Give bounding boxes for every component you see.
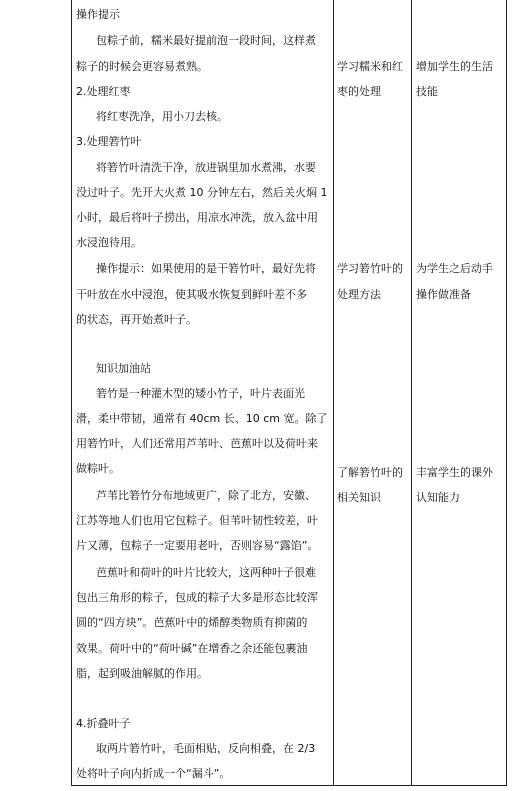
- tip2-line: 的状态，再开始煮叶子。: [76, 313, 197, 326]
- step2-line: 将红枣洗净，用小刀去核。: [96, 110, 228, 123]
- knowledge-line: 包出三角形的粽子，包成的粽子大多是形态比较浑: [76, 591, 318, 604]
- step3-line: 没过叶子。先开大火煮 10 分钟左右，然后关火焖 1: [76, 186, 328, 199]
- purpose-text: 为学生之后动手: [416, 262, 493, 275]
- objective-text: 处理方法: [337, 288, 381, 301]
- purpose-text: 认知能力: [416, 491, 460, 504]
- step3-line: 水浸泡待用。: [76, 236, 142, 249]
- knowledge-line: 芦苇比箬竹分布地域更广，除了北方，安徽、: [96, 489, 316, 502]
- tip-line: 包粽子前，糯米最好提前泡一段时间，这样煮: [96, 34, 316, 47]
- purpose-text: 技能: [416, 85, 438, 98]
- step4-line: 取两片箬竹叶，毛面相贴，反向相叠，在 2/3: [96, 742, 316, 755]
- tip-heading: 操作提示: [76, 8, 120, 21]
- knowledge-line: 箬竹是一种灌木型的矮小竹子，叶片表面光: [96, 387, 305, 400]
- tip2-line: 干叶放在水中浸泡，使其吸水恢复到鲜叶差不多: [76, 288, 307, 301]
- purpose-text: 增加学生的生活: [416, 60, 493, 73]
- step3-line: 将箬竹叶清洗干净，放进锅里加水煮沸，水要: [96, 161, 316, 174]
- objective-text: 了解箬竹叶的: [337, 466, 403, 479]
- purpose-text: 丰富学生的课外: [416, 466, 493, 479]
- objective-text: 学习糯米和红: [337, 60, 403, 73]
- knowledge-line: 江苏等地人们也用它包粽子。但苇叶韧性较差，叶: [76, 514, 318, 527]
- step3-title: 3.处理箬竹叶: [76, 135, 142, 148]
- step4-title: 4.折叠叶子: [76, 717, 131, 730]
- knowledge-line: 做粽叶。: [76, 462, 120, 475]
- knowledge-heading: 知识加油站: [96, 362, 151, 375]
- step4-line: 处将叶子向内折成一个“漏斗”。: [76, 767, 231, 780]
- objective-text: 学习箬竹叶的: [337, 262, 403, 275]
- knowledge-line: 芭蕉叶和荷叶的叶片比较大，这两种叶子很难: [96, 566, 316, 579]
- column-divider-1: [333, 0, 334, 785]
- knowledge-line: 用箬竹叶，人们还常用芦苇叶、芭蕉叶以及荷叶来: [76, 437, 318, 450]
- tip2-line: 操作提示：如果使用的是干箬竹叶，最好先将: [96, 262, 316, 275]
- knowledge-line: 片又薄，包粽子一定要用老叶，否则容易“露馅”。: [76, 539, 319, 552]
- step3-line: 小时，最后将叶子捞出，用凉水冲洗，放入盆中用: [76, 211, 318, 224]
- knowledge-line: 效果。荷叶中的“荷叶碱”在增香之余还能包裹油: [76, 642, 308, 655]
- tip-line: 粽子的时候会更容易煮熟。: [76, 60, 208, 73]
- column-divider-2: [411, 0, 412, 785]
- knowledge-line: 脂，起到吸油解腻的作用。: [76, 667, 208, 680]
- purpose-text: 操作做准备: [416, 288, 471, 301]
- step2-title: 2.处理红枣: [76, 85, 131, 98]
- objective-text: 枣的处理: [337, 85, 381, 98]
- knowledge-line: 滑，柔中带韧，通常有 40cm 长、10 cm 宽。除了: [76, 412, 328, 425]
- objective-text: 相关知识: [337, 491, 381, 504]
- knowledge-line: 圆的“四方块”。芭蕉叶中的烯醇类物质有抑菌的: [76, 616, 308, 629]
